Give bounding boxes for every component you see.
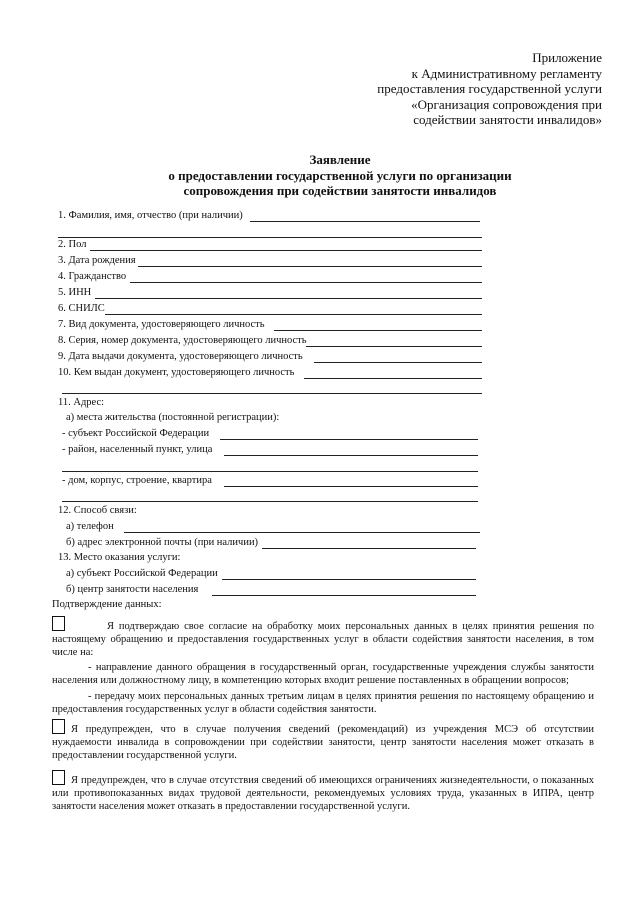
field-label-gender: 2. Пол xyxy=(58,239,87,250)
field-label-address: 11. Адрес: xyxy=(58,397,105,408)
warning-ipra-checkbox[interactable] xyxy=(52,770,65,785)
field-line-snils[interactable] xyxy=(105,314,482,315)
field-line-house[interactable] xyxy=(224,486,478,487)
document-title xyxy=(150,152,530,199)
field-line-house-2[interactable] xyxy=(62,501,478,502)
field-line-service-subject[interactable] xyxy=(222,579,476,580)
warning-mse-checkbox[interactable] xyxy=(52,719,65,734)
appendix-line: содействии занятости инвалидов» xyxy=(413,112,602,127)
field-label-house: - дом, корпус, строение, квартира xyxy=(62,475,212,486)
field-label-fio: 1. Фамилия, имя, отчество (при наличии) xyxy=(58,210,243,221)
consent-subitem: - передачу моих персональных данных третьим лицам в целях принятия решения по настоящему обращению и предоставления государственных услуг в области содействия занятости. xyxy=(52,691,594,716)
field-line-gender[interactable] xyxy=(90,250,482,251)
field-label-doc-type: 7. Вид документа, удостоверяющего личность xyxy=(58,319,265,330)
field-line-phone[interactable] xyxy=(124,532,480,533)
consent-checkbox[interactable] xyxy=(52,616,65,631)
appendix-line: к Административному регламенту xyxy=(411,65,602,81)
field-label-email: б) адрес электронной почты (при наличии) xyxy=(66,537,259,548)
field-label-citizenship: 4. Гражданство xyxy=(58,271,127,282)
field-line-subject[interactable] xyxy=(220,439,478,440)
title-line: Заявление xyxy=(309,152,371,167)
field-label-doc-issuer: 10. Кем выдан документ, удостоверяющего личность xyxy=(58,367,295,378)
field-line-doc-number[interactable] xyxy=(306,346,482,347)
consent-paragraph xyxy=(52,616,594,660)
field-line-inn[interactable] xyxy=(95,298,482,299)
field-label-phone: а) телефон xyxy=(66,521,114,532)
field-line-doc-issuer[interactable] xyxy=(304,378,482,379)
field-line-district-2[interactable] xyxy=(62,471,478,472)
field-line-doc-date[interactable] xyxy=(314,362,482,363)
title-line: сопровождения при содействии занятости инвалидов xyxy=(183,183,497,198)
appendix-line: «Организация сопровождения при xyxy=(411,96,602,112)
field-line-doc-issuer-2[interactable] xyxy=(62,393,482,394)
warning-mse-text: Я предупрежден, что в случае получения сведений (рекомендаций) из учреждения МСЭ об отсутствии нуждаемости инвалида в сопровождении при содействии занятости, центр занятости населения может отказать в предоставлении государственной услуги. xyxy=(52,724,594,762)
field-line-doc-type[interactable] xyxy=(274,330,482,331)
field-label-doc-date: 9. Дата выдачи документа, удостоверяющего личность xyxy=(58,351,303,362)
field-label-residence: а) места жительства (постоянной регистрации): xyxy=(66,412,280,423)
field-line-birthdate[interactable] xyxy=(138,266,482,267)
consent-subitem: - направление данного обращения в государственный орган, государственные учреждения службы занятости населения или должностному лицу, в компетенцию которых входит решение поставленных в обращении вопросов; xyxy=(52,662,594,687)
field-line-fio-2[interactable] xyxy=(58,237,482,238)
warning-ipra-text: Я предупрежден, что в случае отсутствия сведений об имеющихся ограничениях жизнедеятельности, о показанных или противопоказанных видах трудовой деятельности, рекомендуемых условиях труда, указанных в ИПРА, центр занятости населения может отказать в предоставлении государственной услуги. xyxy=(52,775,594,813)
field-line-fio[interactable] xyxy=(250,221,480,222)
confirmation-heading: Подтверждение данных: xyxy=(52,599,162,610)
field-label-snils: 6. СНИЛС xyxy=(58,303,105,314)
field-line-citizenship[interactable] xyxy=(130,282,482,283)
field-label-contact: 12. Способ связи: xyxy=(58,505,137,516)
title-line: о предоставлении государственной услуги по организации xyxy=(168,167,512,183)
appendix-note xyxy=(377,50,602,128)
field-label-employment-center: б) центр занятости населения xyxy=(66,584,199,595)
consent-text: Я подтверждаю свое согласие на обработку моих персональных данных в целях принятия решения по настоящему обращению и предоставления государственных услуг в области содействия занятости населения, в том числе на: xyxy=(52,621,594,659)
appendix-line: Приложение xyxy=(532,50,602,65)
field-line-district[interactable] xyxy=(224,455,478,456)
warning-paragraph-mse xyxy=(52,719,594,763)
field-label-subject: - субъект Российской Федерации xyxy=(62,428,210,439)
field-label-inn: 5. ИНН xyxy=(58,287,92,298)
field-label-doc-number: 8. Серия, номер документа, удостоверяющего личность xyxy=(58,335,307,346)
warning-paragraph-ipra xyxy=(52,770,594,814)
field-label-service-place: 13. Место оказания услуги: xyxy=(58,552,181,563)
appendix-line: предоставления государственной услуги xyxy=(377,81,602,96)
field-label-birthdate: 3. Дата рождения xyxy=(58,255,136,266)
field-label-service-subject: а) субъект Российской Федерации xyxy=(66,568,218,579)
field-label-district: - район, населенный пункт, улица xyxy=(62,444,213,455)
field-line-email[interactable] xyxy=(262,548,476,549)
field-line-employment-center[interactable] xyxy=(212,595,476,596)
